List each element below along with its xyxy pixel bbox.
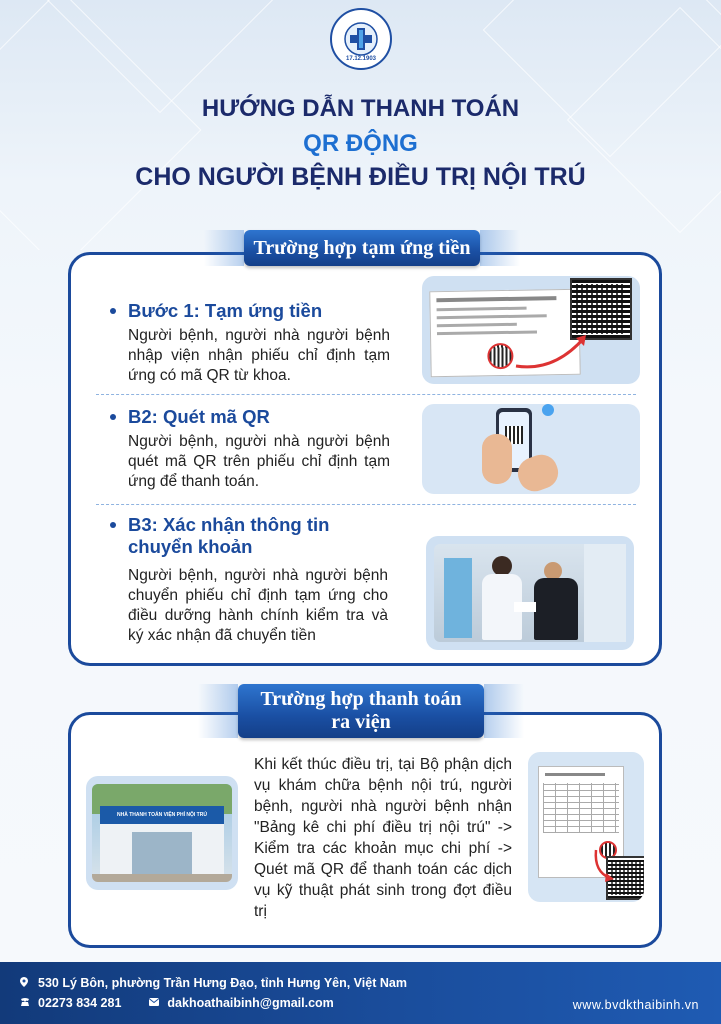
logo-date: 17.12.1903 (345, 56, 377, 62)
arrow-icon (592, 848, 616, 884)
discharge-banner-line-2: ra viện (331, 711, 391, 733)
bullet-icon (110, 414, 116, 420)
qr-code-icon (570, 278, 632, 340)
hospital-logo (330, 8, 392, 70)
discharge-payment-banner (238, 684, 484, 738)
bullet-icon (110, 522, 116, 528)
footer (0, 962, 721, 1024)
step-1-title: Bước 1: Tạm ứng tiền (128, 300, 323, 321)
discharge-instructions: Khi kết thúc điều trị, tại Bộ phận dịch vụ khám chữa bệnh nội trú, người bệnh, người nhà người bệnh nhận "Bảng kê chi phí điều trị nội trú" -> Kiểm tra các khoản mục chi phí -> Quét mã QR để thanh toán các dịch vụ kỹ thuật phát sinh trong đợt điều trị (254, 756, 512, 920)
advance-payment-banner-text: Trường hợp tạm ứng tiền (253, 236, 471, 259)
footer-address: 530 Lý Bôn, phường Trần Hưng Đạo, tỉnh Hưng Yên, Việt Nam (38, 976, 407, 990)
title-line-3: CHO NGƯỜI BỆNH ĐIỀU TRỊ NỘI TRÚ (135, 163, 586, 191)
step-divider-1 (96, 394, 636, 395)
scan-qr-phone-image (422, 404, 640, 494)
title-line-1: HƯỚNG DẪN THANH TOÁN (201, 95, 520, 122)
advance-payment-banner (244, 230, 480, 266)
arrow-icon (514, 332, 594, 372)
discharge-banner-line-1: Trường hợp thanh toán (260, 688, 462, 710)
step-divider-2 (96, 504, 636, 505)
step-3-body: Người bệnh, người nhà người bệnh chuyển phiếu chỉ định tạm ứng cho điều dưỡng hành chính kiểm tra và ký xác nhận đã chuyển tiền (128, 567, 388, 644)
cost-statement-image (528, 752, 644, 902)
step-2 (110, 406, 390, 492)
step-2-body: Người bệnh, người nhà người bệnh quét mã QR trên phiếu chỉ định tạm ứng để thanh toán. (128, 433, 390, 490)
title-line-2: QR ĐỘNG (303, 130, 418, 157)
step-3 (110, 514, 390, 646)
footer-phone[interactable]: 02273 834 281 (38, 996, 122, 1010)
footer-email[interactable]: dakhoathaibinh@gmail.com (167, 996, 334, 1010)
step-3-title: B3: Xác nhận thông tin chuyển khoản (128, 514, 330, 557)
footer-website[interactable]: www.bvdkthaibinh.vn (572, 998, 699, 1012)
billing-building-photo (86, 776, 238, 890)
phone-icon (20, 998, 30, 1009)
bullet-icon (110, 308, 116, 314)
nurse-confirmation-photo (426, 536, 634, 650)
step-2-title: B2: Quét mã QR (128, 406, 270, 427)
step-1 (110, 300, 390, 386)
building-sign: NHÀ THANH TOÁN VIỆN PHÍ NỘI TRÚ (100, 806, 224, 824)
email-icon (149, 998, 159, 1009)
step-1-body: Người bệnh, người nhà người bệnh nhập viện nhận phiếu chỉ định tạm ứng có mã QR từ khoa. (128, 327, 390, 384)
location-icon (20, 977, 30, 990)
advance-slip-image (422, 276, 640, 384)
logo-cross-icon (344, 22, 378, 56)
